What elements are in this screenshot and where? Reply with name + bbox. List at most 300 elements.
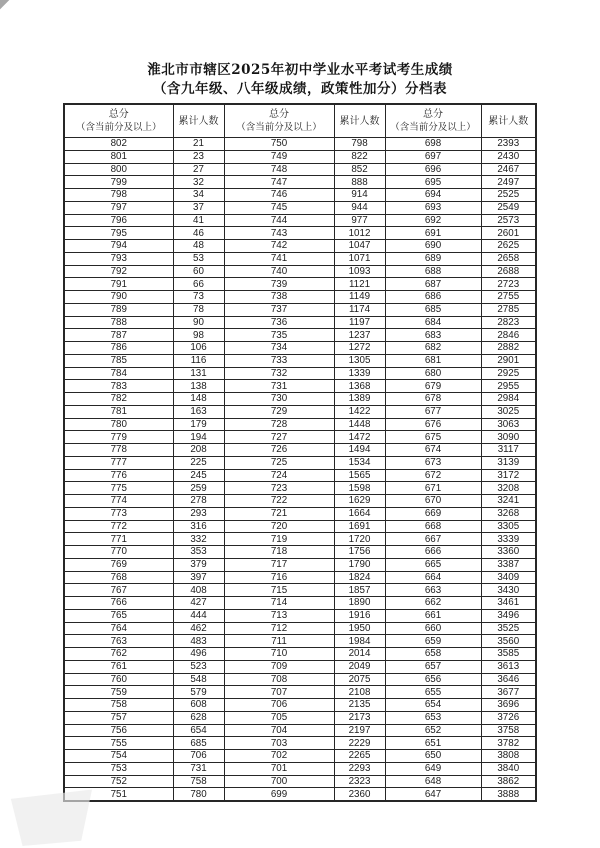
table-row: [64, 405, 536, 418]
count-cell: 3305: [481, 520, 536, 533]
score-cell: 737: [224, 303, 334, 316]
score-cell: 673: [385, 456, 481, 469]
count-cell: 46: [173, 227, 224, 240]
score-cell: 672: [385, 469, 481, 482]
count-cell: 2229: [334, 737, 385, 750]
count-cell: 3585: [481, 648, 536, 661]
count-cell: 245: [173, 469, 224, 482]
score-cell: 655: [385, 686, 481, 699]
count-cell: 3613: [481, 660, 536, 673]
count-cell: 2075: [334, 673, 385, 686]
table-row: [64, 291, 536, 304]
score-cell: 775: [64, 482, 173, 495]
document-title: [0, 61, 600, 99]
score-cell: 727: [224, 431, 334, 444]
count-cell: 2601: [481, 227, 536, 240]
table-row: [64, 240, 536, 253]
count-cell: 2135: [334, 699, 385, 712]
count-cell: 822: [334, 150, 385, 163]
score-cell: 796: [64, 214, 173, 227]
count-cell: 3862: [481, 775, 536, 788]
count-cell: 685: [173, 737, 224, 750]
count-cell: 731: [173, 762, 224, 775]
score-cell: 686: [385, 291, 481, 304]
count-cell: 2688: [481, 265, 536, 278]
count-cell: 888: [334, 176, 385, 189]
score-cell: 728: [224, 418, 334, 431]
score-cell: 748: [224, 163, 334, 176]
count-cell: 3409: [481, 571, 536, 584]
count-cell: 48: [173, 240, 224, 253]
table-row: [64, 431, 536, 444]
score-cell: 724: [224, 469, 334, 482]
table-row: [64, 444, 536, 457]
score-cell: 725: [224, 456, 334, 469]
score-cell: 663: [385, 584, 481, 597]
table-row: [64, 520, 536, 533]
score-cell: 768: [64, 571, 173, 584]
table-row: [64, 342, 536, 355]
title-line-1: 淮北市市辖区2025年初中学业水平考试考生成绩: [147, 62, 453, 78]
score-cell: 681: [385, 354, 481, 367]
score-cell: 733: [224, 354, 334, 367]
table-header: [64, 104, 536, 138]
table-header-row: [64, 104, 536, 138]
count-cell: 73: [173, 291, 224, 304]
count-cell: 138: [173, 380, 224, 393]
count-cell: 116: [173, 354, 224, 367]
score-cell: 662: [385, 597, 481, 610]
count-cell: 1534: [334, 456, 385, 469]
count-cell: 654: [173, 724, 224, 737]
score-cell: 659: [385, 635, 481, 648]
count-cell: 1305: [334, 354, 385, 367]
score-cell: 696: [385, 163, 481, 176]
score-cell: 708: [224, 673, 334, 686]
score-cell: 684: [385, 316, 481, 329]
score-cell: 648: [385, 775, 481, 788]
count-cell: 3241: [481, 495, 536, 508]
count-cell: 3840: [481, 762, 536, 775]
table-row: [64, 711, 536, 724]
count-cell: 944: [334, 201, 385, 214]
table-row: [64, 788, 536, 801]
table-row: [64, 584, 536, 597]
count-cell: 427: [173, 597, 224, 610]
table-row: [64, 571, 536, 584]
score-cell: 653: [385, 711, 481, 724]
score-cell: 677: [385, 405, 481, 418]
table-row: [64, 150, 536, 163]
count-cell: 1691: [334, 520, 385, 533]
score-cell: 771: [64, 533, 173, 546]
score-cell: 718: [224, 546, 334, 559]
score-cell: 767: [64, 584, 173, 597]
count-cell: 2525: [481, 189, 536, 202]
count-cell: 523: [173, 660, 224, 673]
score-cell: 649: [385, 762, 481, 775]
score-cell: 668: [385, 520, 481, 533]
count-cell: 2014: [334, 648, 385, 661]
score-cell: 759: [64, 686, 173, 699]
count-cell: 628: [173, 711, 224, 724]
table-row: [64, 418, 536, 431]
score-cell: 736: [224, 316, 334, 329]
count-cell: 2173: [334, 711, 385, 724]
score-cell: 689: [385, 252, 481, 265]
score-cell: 740: [224, 265, 334, 278]
count-cell: 608: [173, 699, 224, 712]
count-cell: 2049: [334, 660, 385, 673]
score-cell: 755: [64, 737, 173, 750]
count-cell: 977: [334, 214, 385, 227]
count-cell: 179: [173, 418, 224, 431]
count-cell: 852: [334, 163, 385, 176]
score-cell: 780: [64, 418, 173, 431]
count-cell: 2901: [481, 354, 536, 367]
count-cell: 579: [173, 686, 224, 699]
count-cell: 397: [173, 571, 224, 584]
table-row: [64, 176, 536, 189]
count-cell: 225: [173, 456, 224, 469]
count-cell: 3808: [481, 750, 536, 763]
score-cell: 751: [64, 788, 173, 801]
score-cell: 676: [385, 418, 481, 431]
score-cell: 679: [385, 380, 481, 393]
score-cell: 800: [64, 163, 173, 176]
score-cell: 669: [385, 507, 481, 520]
header-count-3: 累计人数: [481, 104, 536, 138]
count-cell: 1012: [334, 227, 385, 240]
score-cell: 678: [385, 393, 481, 406]
score-cell: 783: [64, 380, 173, 393]
score-cell: 661: [385, 609, 481, 622]
score-cell: 787: [64, 329, 173, 342]
count-cell: 3696: [481, 699, 536, 712]
count-cell: 60: [173, 265, 224, 278]
count-cell: 1756: [334, 546, 385, 559]
score-cell: 647: [385, 788, 481, 801]
score-cell: 656: [385, 673, 481, 686]
count-cell: 21: [173, 138, 224, 151]
score-cell: 683: [385, 329, 481, 342]
count-cell: 3677: [481, 686, 536, 699]
score-cell: 698: [385, 138, 481, 151]
score-cell: 694: [385, 189, 481, 202]
count-cell: 1272: [334, 342, 385, 355]
table-row: [64, 750, 536, 763]
score-cell: 716: [224, 571, 334, 584]
count-cell: 2823: [481, 316, 536, 329]
score-cell: 693: [385, 201, 481, 214]
table-row: [64, 469, 536, 482]
count-cell: 1368: [334, 380, 385, 393]
count-cell: 2549: [481, 201, 536, 214]
count-cell: 2497: [481, 176, 536, 189]
header-score-subtitle: （含当前分及以上）: [236, 122, 322, 133]
count-cell: 1448: [334, 418, 385, 431]
table-row: [64, 597, 536, 610]
table-row: [64, 762, 536, 775]
table-row: [64, 686, 536, 699]
count-cell: 66: [173, 278, 224, 291]
score-cell: 764: [64, 622, 173, 635]
count-cell: 483: [173, 635, 224, 648]
count-cell: 106: [173, 342, 224, 355]
page-corner-artifact: [0, 0, 10, 10]
title-line-2: （含九年级、八年级成绩，政策性加分）分档表: [153, 81, 447, 97]
page-shadow-artifact: [8, 790, 94, 847]
count-cell: 41: [173, 214, 224, 227]
count-cell: 1857: [334, 584, 385, 597]
header-score-subtitle: （含当前分及以上）: [390, 122, 476, 133]
score-cell: 697: [385, 150, 481, 163]
table-body: [64, 138, 536, 802]
score-cell: 651: [385, 737, 481, 750]
score-cell: 791: [64, 278, 173, 291]
score-cell: 729: [224, 405, 334, 418]
count-cell: 3025: [481, 405, 536, 418]
score-cell: 701: [224, 762, 334, 775]
count-cell: 2293: [334, 762, 385, 775]
score-cell: 802: [64, 138, 173, 151]
score-cell: 730: [224, 393, 334, 406]
header-count-2: 累计人数: [334, 104, 385, 138]
score-cell: 776: [64, 469, 173, 482]
score-cell: 685: [385, 303, 481, 316]
score-cell: 745: [224, 201, 334, 214]
score-cell: 666: [385, 546, 481, 559]
count-cell: 3208: [481, 482, 536, 495]
table-row: [64, 354, 536, 367]
score-cell: 757: [64, 711, 173, 724]
table-row: [64, 303, 536, 316]
score-cell: 752: [64, 775, 173, 788]
score-cell: 691: [385, 227, 481, 240]
count-cell: 3646: [481, 673, 536, 686]
count-cell: 2925: [481, 367, 536, 380]
count-cell: 1071: [334, 252, 385, 265]
count-cell: 1598: [334, 482, 385, 495]
count-cell: 2955: [481, 380, 536, 393]
score-cell: 707: [224, 686, 334, 699]
score-cell: 665: [385, 558, 481, 571]
count-cell: 3339: [481, 533, 536, 546]
count-cell: 1916: [334, 609, 385, 622]
count-cell: 2323: [334, 775, 385, 788]
score-cell: 790: [64, 291, 173, 304]
count-cell: 1890: [334, 597, 385, 610]
count-cell: 32: [173, 176, 224, 189]
score-cell: 675: [385, 431, 481, 444]
table-row: [64, 227, 536, 240]
score-cell: 777: [64, 456, 173, 469]
count-cell: 2265: [334, 750, 385, 763]
table-row: [64, 456, 536, 469]
table-row: [64, 201, 536, 214]
count-cell: 1237: [334, 329, 385, 342]
table-row: [64, 660, 536, 673]
count-cell: 1174: [334, 303, 385, 316]
count-cell: 1790: [334, 558, 385, 571]
count-cell: 2573: [481, 214, 536, 227]
header-count-1: 累计人数: [173, 104, 224, 138]
score-cell: 743: [224, 227, 334, 240]
score-cell: 680: [385, 367, 481, 380]
score-cell: 719: [224, 533, 334, 546]
score-cell: 714: [224, 597, 334, 610]
score-cell: 738: [224, 291, 334, 304]
score-cell: 782: [64, 393, 173, 406]
count-cell: 3461: [481, 597, 536, 610]
score-cell: 652: [385, 724, 481, 737]
score-cell: 667: [385, 533, 481, 546]
score-cell: 758: [64, 699, 173, 712]
count-cell: 3090: [481, 431, 536, 444]
count-cell: 1093: [334, 265, 385, 278]
count-cell: 1047: [334, 240, 385, 253]
score-cell: 704: [224, 724, 334, 737]
score-cell: 789: [64, 303, 173, 316]
score-cell: 712: [224, 622, 334, 635]
count-cell: 914: [334, 189, 385, 202]
score-cell: 760: [64, 673, 173, 686]
count-cell: 3758: [481, 724, 536, 737]
score-cell: 711: [224, 635, 334, 648]
table-row: [64, 533, 536, 546]
score-cell: 722: [224, 495, 334, 508]
table-row: [64, 380, 536, 393]
count-cell: 1339: [334, 367, 385, 380]
score-cell: 739: [224, 278, 334, 291]
score-cell: 792: [64, 265, 173, 278]
score-cell: 778: [64, 444, 173, 457]
score-cell: 705: [224, 711, 334, 724]
count-cell: 23: [173, 150, 224, 163]
count-cell: 408: [173, 584, 224, 597]
table-row: [64, 648, 536, 661]
score-cell: 779: [64, 431, 173, 444]
score-cell: 785: [64, 354, 173, 367]
score-cell: 741: [224, 252, 334, 265]
table-row: [64, 495, 536, 508]
score-cell: 654: [385, 699, 481, 712]
header-score-1: [64, 104, 173, 138]
score-cell: 687: [385, 278, 481, 291]
count-cell: 2882: [481, 342, 536, 355]
score-cell: 703: [224, 737, 334, 750]
score-cell: 670: [385, 495, 481, 508]
header-score-title: 总分: [269, 109, 289, 120]
count-cell: 90: [173, 316, 224, 329]
table-row: [64, 737, 536, 750]
count-cell: 444: [173, 609, 224, 622]
count-cell: 2467: [481, 163, 536, 176]
table-row: [64, 622, 536, 635]
count-cell: 3172: [481, 469, 536, 482]
score-distribution-table: [63, 103, 537, 802]
count-cell: 3430: [481, 584, 536, 597]
score-cell: 765: [64, 609, 173, 622]
count-cell: 3726: [481, 711, 536, 724]
count-cell: 148: [173, 393, 224, 406]
count-cell: 2785: [481, 303, 536, 316]
score-cell: 746: [224, 189, 334, 202]
count-cell: 27: [173, 163, 224, 176]
score-cell: 713: [224, 609, 334, 622]
score-cell: 700: [224, 775, 334, 788]
score-cell: 784: [64, 367, 173, 380]
score-cell: 774: [64, 495, 173, 508]
count-cell: 316: [173, 520, 224, 533]
score-cell: 772: [64, 520, 173, 533]
count-cell: 3387: [481, 558, 536, 571]
count-cell: 3117: [481, 444, 536, 457]
score-cell: 732: [224, 367, 334, 380]
score-cell: 766: [64, 597, 173, 610]
table-row: [64, 558, 536, 571]
count-cell: 758: [173, 775, 224, 788]
score-cell: 770: [64, 546, 173, 559]
score-cell: 723: [224, 482, 334, 495]
count-cell: 3268: [481, 507, 536, 520]
score-cell: 750: [224, 138, 334, 151]
score-cell: 754: [64, 750, 173, 763]
score-cell: 671: [385, 482, 481, 495]
header-score-title: 总分: [423, 109, 443, 120]
count-cell: 34: [173, 189, 224, 202]
count-cell: 1422: [334, 405, 385, 418]
score-cell: 773: [64, 507, 173, 520]
score-cell: 664: [385, 571, 481, 584]
table-row: [64, 367, 536, 380]
score-cell: 715: [224, 584, 334, 597]
count-cell: 3560: [481, 635, 536, 648]
score-cell: 797: [64, 201, 173, 214]
count-cell: 548: [173, 673, 224, 686]
score-cell: 744: [224, 214, 334, 227]
count-cell: 37: [173, 201, 224, 214]
count-cell: 3888: [481, 788, 536, 801]
table-row: [64, 278, 536, 291]
score-cell: 786: [64, 342, 173, 355]
count-cell: 496: [173, 648, 224, 661]
table-row: [64, 393, 536, 406]
count-cell: 2984: [481, 393, 536, 406]
count-cell: 1950: [334, 622, 385, 635]
count-cell: 1720: [334, 533, 385, 546]
count-cell: 1984: [334, 635, 385, 648]
header-score-subtitle: （含当前分及以上）: [75, 122, 162, 133]
count-cell: 2846: [481, 329, 536, 342]
count-cell: 379: [173, 558, 224, 571]
table-row: [64, 214, 536, 227]
count-cell: 706: [173, 750, 224, 763]
score-cell: 720: [224, 520, 334, 533]
count-cell: 798: [334, 138, 385, 151]
count-cell: 3139: [481, 456, 536, 469]
count-cell: 3496: [481, 609, 536, 622]
table-row: [64, 673, 536, 686]
score-cell: 688: [385, 265, 481, 278]
table-row: [64, 163, 536, 176]
score-cell: 674: [385, 444, 481, 457]
count-cell: 2658: [481, 252, 536, 265]
count-cell: 98: [173, 329, 224, 342]
score-cell: 798: [64, 189, 173, 202]
score-cell: 657: [385, 660, 481, 673]
table-row: [64, 507, 536, 520]
